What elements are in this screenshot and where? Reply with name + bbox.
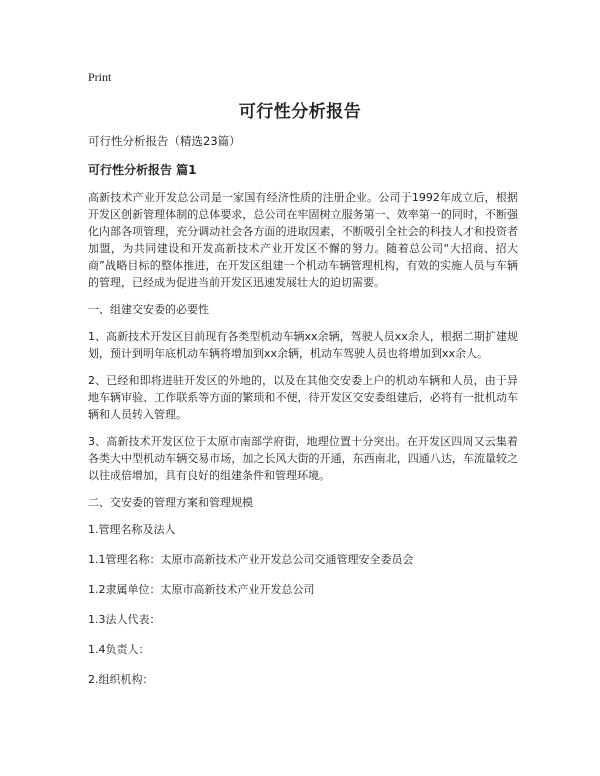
intro-paragraph: 高新技术产业开发总公司是一家国有经济性质的注册企业。公司于1992年成立后，根据开发区创新管理体制的总体要求，总公司在牢固树立服务第一、效率第一的同时，不断强化内部各项管理，充分调动社会各方面的进取因素，不断吸引全社会的科技人才和投资者加盟，为共同建设和开发高新技术产业开发区不懈的努力。随着总公司“大招商、招大商”战略目标的整体推进，在开发区组建一个机动车辆管理机构，有效的实施人员与车辆的管理，已经成为促进当前开发区迅速发展壮大的迫切需要。 xyxy=(88,191,518,289)
item-management-name: 1.管理名称及法人 xyxy=(88,523,176,536)
document-body xyxy=(88,133,518,701)
item-organization: 2.组织机构： xyxy=(88,673,154,686)
paragraph-point-3: 3、高新技术开发区位于太原市南部学府街，地理位置十分突出。在开发区四周又云集着各类大中型机动车辆交易市场，加之长风大街的开通，东西南北，四通八达，车流量较之以往成倍增加，具有良好的组建条件和管理环境。 xyxy=(88,435,518,482)
paragraph-point-1: 1、高新技术开发区目前现有各类型机动车辆xx余辆，驾驶人员xx余人，根据二期扩建规划，预计到明年底机动车辆将增加到xx余辆，机动车驾驶人员也将增加到xx余人。 xyxy=(88,330,518,360)
heading-management-plan: 二、交安委的管理方案和管理规模 xyxy=(88,496,253,509)
heading-necessity: 一、组建交安委的必要性 xyxy=(88,303,209,316)
document-subtitle: 可行性分析报告（精选23篇） xyxy=(88,134,241,148)
item-person-in-charge: 1.4负责人： xyxy=(88,643,150,656)
item-legal-rep: 1.3法人代表： xyxy=(88,613,161,626)
item-affiliation: 1.2隶属单位：太原市高新技术产业开发总公司 xyxy=(88,583,315,596)
item-management-title: 1.1管理名称：太原市高新技术产业开发总公司交通管理安全委员会 xyxy=(88,553,414,566)
paragraph-point-2: 2、已经和即将进驻开发区的外地的，以及在其他交安委上户的机动车辆和人员，由于异地车辆审验、工作联系等方面的繁琐和不便，待开发区交安委组建后，必将有一批机动车辆和人员转入管理。 xyxy=(88,374,518,421)
document-title: 可行性分析报告 xyxy=(238,102,362,122)
section-heading: 可行性分析报告 篇1 xyxy=(88,163,197,177)
print-link[interactable]: Print xyxy=(88,70,112,84)
